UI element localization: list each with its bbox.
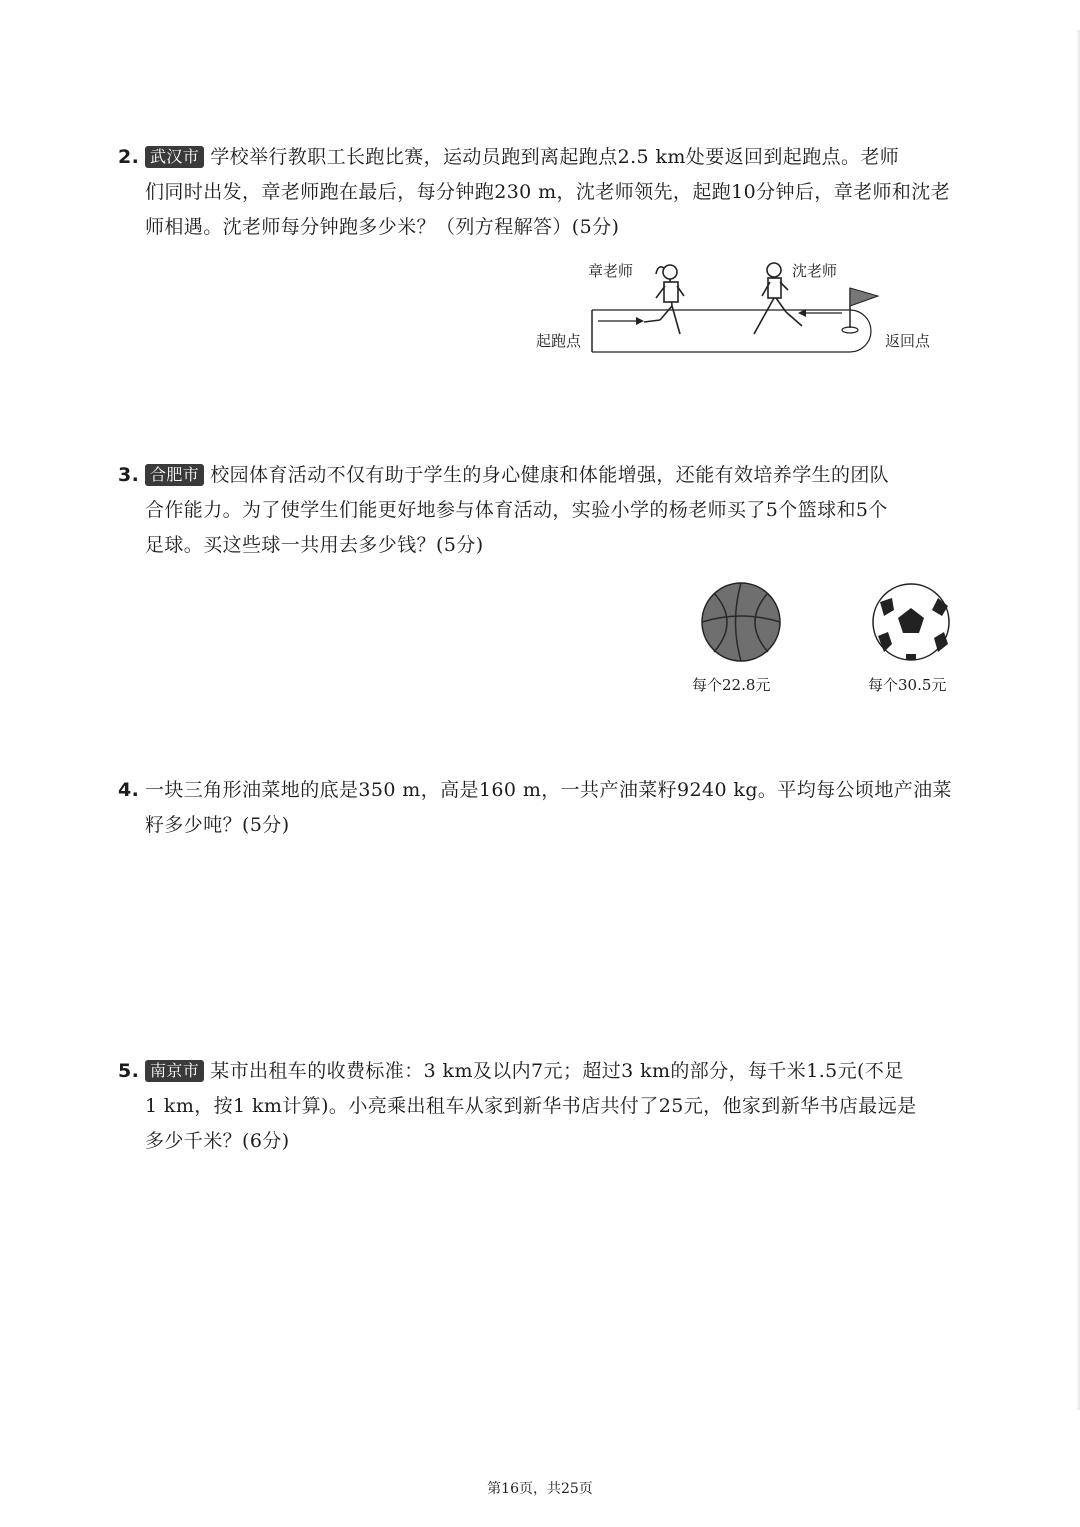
question-text-line: 某市出租车的收费标准：3 km及以内7元；超过3 km的部分，每千米1.5元(不足 [210,1060,904,1082]
question-text-line: 校园体育活动不仅有助于学生的身心健康和体能增强，还能有效培养学生的团队 [210,464,890,486]
runner-boy-icon [754,263,802,334]
question-number: 2. [118,146,140,168]
basketball-price: 每个22.8元 [692,676,771,694]
question-5 [118,1054,968,1159]
question-3 [118,458,968,563]
city-tag: 南京市 [145,1060,204,1082]
question-text-line: 们同时出发，章老师跑在最后，每分钟跑230 m，沈老师领先，起跑10分钟后，章老师和沈老 [145,181,951,203]
turn-point-label: 返回点 [885,332,931,350]
football-price: 每个30.5元 [868,676,947,694]
question-text-line: 学校举行教职工长跑比赛，运动员跑到离起跑点2.5 km处要返回到起跑点。老师 [210,146,900,168]
question-text-line: 师相遇。沈老师每分钟跑多少米？（列方程解答）(5分) [145,216,620,238]
question-number: 4. [118,779,140,801]
question-number: 5. [118,1060,140,1082]
runner-zhang-label: 章老师 [588,262,634,280]
city-tag: 武汉市 [145,146,204,168]
question-number: 3. [118,464,140,486]
start-point-label: 起跑点 [536,332,582,350]
football-icon [873,584,949,660]
question-4 [118,773,968,843]
balls-figure [680,580,980,700]
page-edge-shadow [1076,30,1080,1410]
question-text-line: 籽多少吨？(5分) [145,814,290,836]
track-drawing [530,250,950,360]
city-tag: 合肥市 [145,464,204,486]
question-text-line: 合作能力。为了使学生们能更好地参与体育活动，实验小学的杨老师买了5个篮球和5个 [145,499,888,521]
page-footer: 第16页，共25页 [487,1481,593,1497]
question-text-line: 一块三角形油菜地的底是350 m，高是160 m，一共产油菜籽9240 kg。平均每公顷地产油菜 [145,779,952,801]
runner-girl-icon [644,265,684,334]
basketball-icon [702,583,780,661]
runner-shen-label: 沈老师 [792,262,838,280]
question-text-line: 足球。买这些球一共用去多少钱？(5分) [145,534,484,556]
question-2 [118,140,968,245]
question-text-line: 1 km，按1 km计算)。小亮乘出租车从家到新华书店共付了25元，他家到新华书店最远是 [145,1095,917,1117]
question-text-line: 多少千米？(6分) [145,1130,290,1152]
running-track-figure [530,250,950,360]
